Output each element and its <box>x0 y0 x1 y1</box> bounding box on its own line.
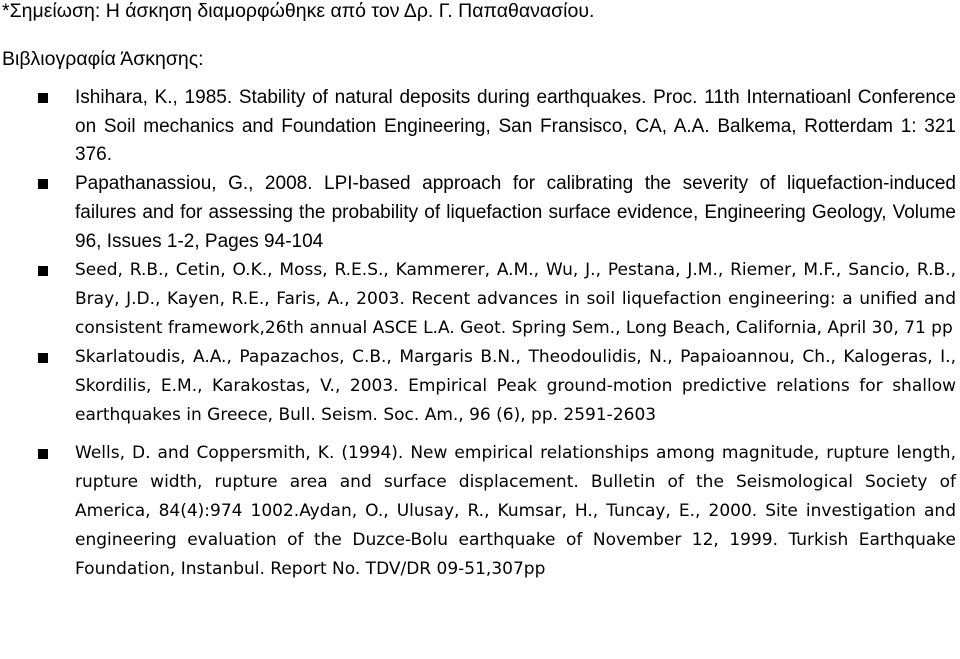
bibliography-heading: Βιβλιογραφία Άσκησης: <box>2 48 204 70</box>
reference-text: Seed, R.B., Cetin, O.K., Moss, R.E.S., Kammerer, A.M., Wu, J., Pestana, J.M., Riemer, M.F., Sancio, R.B., Bray, J.D., Kayen, R.E., Faris, A., 2003. Recent advances in soil liquefaction engineering: a unified and consistent framework,26th annual ASCE L.A. Geot. Spring Sem., Long Beach, California, April 30, 71 pp <box>75 260 956 339</box>
spacer <box>0 430 956 439</box>
square-bullet-icon <box>38 353 48 363</box>
author-note: *Σημείωση: Η άσκηση διαμορφώθηκε από τον Δρ. Γ. Παπαθανασίου. <box>2 0 595 22</box>
reference-item <box>0 256 956 343</box>
reference-text: Ishihara, K., 1985. Stability of natural deposits during earthquakes. Proc. 11th Internatioanl Conference on Soil mechanics and Foundation Engineering, San Fransisco, CA, A.A. Balkema, Rotterdam 1: 321 376. <box>75 87 956 166</box>
reference-list <box>0 84 956 584</box>
square-bullet-icon <box>38 266 48 276</box>
reference-item <box>0 439 956 584</box>
square-bullet-icon <box>38 449 48 459</box>
reference-item <box>0 170 956 256</box>
reference-item <box>0 84 956 170</box>
reference-text: Wells, D. and Coppersmith, K. (1994). New empirical relationships among magnitude, rupture length, rupture width, rupture area and surface displacement. Bulletin of the Seismological Society of America, 84(4):974 1002.Aydan, O., Ulusay, R., Kumsar, H., Tuncay, E., 2000. Site investigation and engineering evaluation of the Duzce-Bolu earthquake of November 12, 1999. Turkish Earthquake Foundation, Instanbul. Report No. TDV/DR 09-51,307pp <box>75 443 956 580</box>
reference-text: Papathanassiou, G., 2008. LPI-based approach for calibrating the severity of liquefaction-induced failures and for assessing the probability of liquefaction surface evidence, Engineering Geology, Volume 96, Issues 1-2, Pages 94-104 <box>75 173 956 252</box>
square-bullet-icon <box>38 93 48 103</box>
square-bullet-icon <box>38 179 48 189</box>
reference-item <box>0 343 956 430</box>
reference-text: Skarlatoudis, A.A., Papazachos, C.B., Margaris B.N., Theodoulidis, N., Papaioannou, Ch., Kalogeras, I., Skordilis, E.M., Karakostas, V., 2003. Empirical Peak ground-motion predictive relations for shallow earthquakes in Greece, Bull. Seism. Soc. Am., 96 (6), pp. 2591-2603 <box>75 347 956 426</box>
